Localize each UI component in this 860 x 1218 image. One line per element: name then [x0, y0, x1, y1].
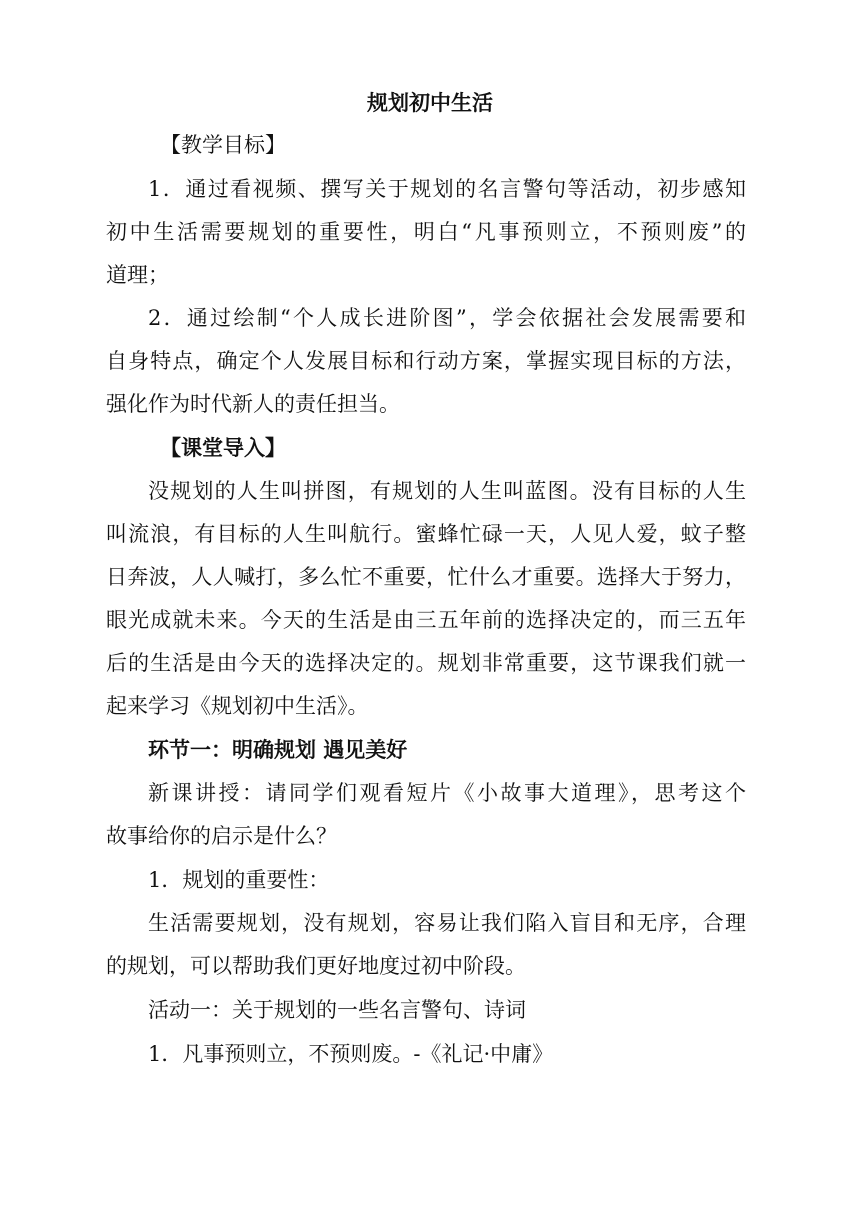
goal1-line3: 道理；: [106, 263, 169, 287]
intro-line2: 叫流浪，有目标的人生叫航行。蜜蜂忙碌一天，人见人爱，蚊子整: [106, 522, 746, 546]
section1-heading: 环节一：明确规划 遇见美好: [148, 738, 408, 762]
lesson-line1: 新课讲授：请同学们观看短片《小故事大道理》，思考这个: [148, 781, 746, 805]
intro-line6: 起来学习《规划初中生活》。: [106, 694, 369, 718]
goal2-line2: 自身特点，确定个人发展目标和行动方案，掌握实现目标的方法，: [106, 349, 746, 373]
point1-line2: 的规划，可以帮助我们更好地度过初中阶段。: [106, 954, 526, 978]
point1-line1: 生活需要规划，没有规划，容易让我们陷入盲目和无序，合理: [148, 911, 746, 935]
goal2-line1: 2．通过绘制“个人成长进阶图”，学会依据社会发展需要和: [148, 306, 746, 330]
activity1-heading: 活动一：关于规划的一些名言警句、诗词: [148, 998, 526, 1022]
intro-line5: 后的生活是由今天的选择决定的。规划非常重要，这节课我们就一: [106, 651, 746, 675]
document-title: 规划初中生活: [367, 91, 493, 115]
goal1-line2: 初中生活需要规划的重要性，明白“凡事预则立，不预则废”的: [106, 220, 746, 244]
heading-teaching-goals: 【教学目标】: [160, 133, 286, 157]
heading-class-intro: 【课堂导入】: [160, 436, 286, 460]
lesson-line2: 故事给你的启示是什么？: [106, 824, 337, 848]
goal1-line1: 1．通过看视频、撰写关于规划的名言警句等活动，初步感知: [148, 177, 746, 201]
intro-line4: 眼光成就未来。今天的生活是由三五年前的选择决定的，而三五年: [106, 608, 746, 632]
point1-heading: 1．规划的重要性：: [148, 868, 330, 892]
intro-line1: 没规划的人生叫拼图，有规划的人生叫蓝图。没有目标的人生: [148, 479, 746, 503]
goal2-line3: 强化作为时代新人的责任担当。: [106, 392, 400, 416]
intro-line3: 日奔波，人人喊打，多么忙不重要，忙什么才重要。选择大于努力，: [106, 565, 746, 589]
quote1: 1．凡事预则立，不预则废。-《礼记·中庸》: [148, 1042, 554, 1066]
